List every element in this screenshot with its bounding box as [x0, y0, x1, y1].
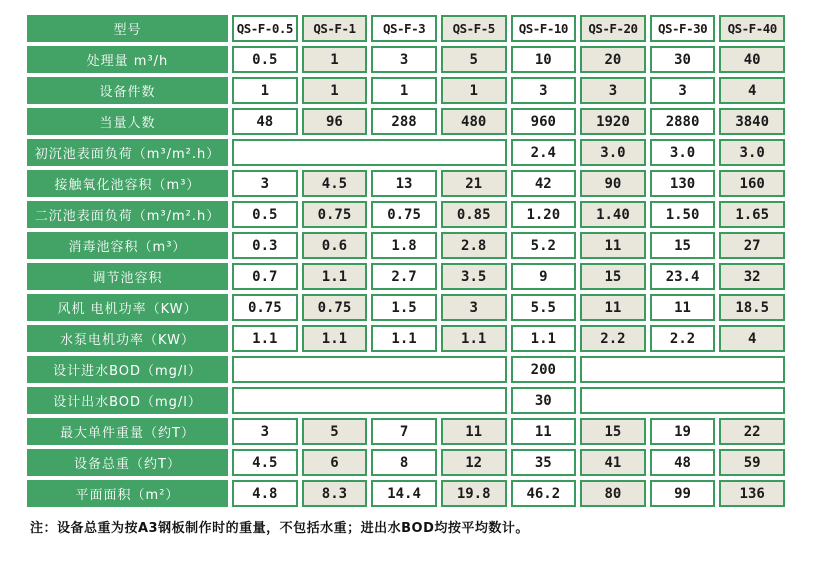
- cell: 11: [650, 294, 716, 321]
- cell: 30: [650, 46, 716, 73]
- cell: 1.65: [719, 201, 785, 228]
- empty-merged-cell: [232, 139, 507, 166]
- cell: 4: [719, 77, 785, 104]
- cell: 0.5: [232, 46, 298, 73]
- model-header: QS-F-20: [580, 15, 646, 42]
- cell: 3: [650, 77, 716, 104]
- cell: 1.50: [650, 201, 716, 228]
- cell: 15: [650, 232, 716, 259]
- cell: 3840: [719, 108, 785, 135]
- empty-merged-cell: [232, 387, 507, 414]
- cell: 20: [580, 46, 646, 73]
- cell: 0.75: [371, 201, 437, 228]
- model-header: QS-F-3: [371, 15, 437, 42]
- table-row-disinfection: [27, 232, 785, 259]
- table-row-contact-oxidation: [27, 170, 785, 197]
- cell: 3: [441, 294, 507, 321]
- cell: 0.5: [232, 201, 298, 228]
- cell: 0.85: [441, 201, 507, 228]
- table-row-regulating-tank: [27, 263, 785, 290]
- row-label: 初沉池表面负荷（m³/m².h）: [27, 139, 228, 166]
- cell: 22: [719, 418, 785, 445]
- cell: 3: [511, 77, 577, 104]
- row-label: 设计进水BOD（mg/l）: [27, 356, 228, 383]
- table-row-inlet-bod: [27, 356, 785, 383]
- table-row-outlet-bod: [27, 387, 785, 414]
- cell: 14.4: [371, 480, 437, 507]
- cell: 96: [302, 108, 368, 135]
- cell: 3.0: [650, 139, 716, 166]
- cell: 4.5: [302, 170, 368, 197]
- cell: 12: [441, 449, 507, 476]
- cell: 1.5: [371, 294, 437, 321]
- cell: 4.8: [232, 480, 298, 507]
- row-label: 设备总重（约T）: [27, 449, 228, 476]
- cell: 0.75: [302, 294, 368, 321]
- spec-table: [23, 11, 789, 511]
- cell: 160: [719, 170, 785, 197]
- cell: 960: [511, 108, 577, 135]
- cell: 32: [719, 263, 785, 290]
- cell: 46.2: [511, 480, 577, 507]
- cell: 3.0: [580, 139, 646, 166]
- empty-merged-cell: [232, 356, 507, 383]
- table-row-floor-area: [27, 480, 785, 507]
- cell: 1.1: [232, 325, 298, 352]
- cell: 42: [511, 170, 577, 197]
- cell: 1.1: [302, 263, 368, 290]
- cell: 41: [580, 449, 646, 476]
- cell: 3: [371, 46, 437, 73]
- row-label: 处理量 m³/h: [27, 46, 228, 73]
- cell: 0.75: [302, 201, 368, 228]
- model-header: QS-F-10: [511, 15, 577, 42]
- cell: 10: [511, 46, 577, 73]
- table-row-fan-motor-power: [27, 294, 785, 321]
- table-row-pump-motor-power: [27, 325, 785, 352]
- cell: 4.5: [232, 449, 298, 476]
- cell: 2.8: [441, 232, 507, 259]
- cell: 1: [441, 77, 507, 104]
- row-label-model: 型号: [27, 15, 228, 42]
- row-label: 当量人数: [27, 108, 228, 135]
- row-label: 消毒池容积（m³）: [27, 232, 228, 259]
- cell: 0.3: [232, 232, 298, 259]
- cell: 1.1: [441, 325, 507, 352]
- table-row-unit-count: [27, 77, 785, 104]
- row-label: 调节池容积: [27, 263, 228, 290]
- table-header-row: [27, 15, 785, 42]
- cell: 3.5: [441, 263, 507, 290]
- cell: 15: [580, 263, 646, 290]
- cell: 11: [511, 418, 577, 445]
- cell: 1: [371, 77, 437, 104]
- table-row-secondary-settling: [27, 201, 785, 228]
- cell: 19.8: [441, 480, 507, 507]
- cell: 1: [302, 77, 368, 104]
- cell: 2880: [650, 108, 716, 135]
- cell: 1: [232, 77, 298, 104]
- cell: 200: [511, 356, 577, 383]
- model-header: QS-F-40: [719, 15, 785, 42]
- table-row-primary-settling: [27, 139, 785, 166]
- cell: 19: [650, 418, 716, 445]
- cell: 48: [650, 449, 716, 476]
- cell: 2.2: [650, 325, 716, 352]
- table-row-population: [27, 108, 785, 135]
- model-header: QS-F-30: [650, 15, 716, 42]
- model-header: QS-F-0.5: [232, 15, 298, 42]
- cell: 90: [580, 170, 646, 197]
- cell: 80: [580, 480, 646, 507]
- cell: 3.0: [719, 139, 785, 166]
- empty-merged-cell: [580, 387, 785, 414]
- cell: 1.40: [580, 201, 646, 228]
- cell: 5: [441, 46, 507, 73]
- cell: 1.1: [371, 325, 437, 352]
- model-header: QS-F-5: [441, 15, 507, 42]
- cell: 136: [719, 480, 785, 507]
- cell: 5.5: [511, 294, 577, 321]
- cell: 2.4: [511, 139, 577, 166]
- row-label: 最大单件重量（约T）: [27, 418, 228, 445]
- row-label: 设备件数: [27, 77, 228, 104]
- table-row-capacity: [27, 46, 785, 73]
- cell: 7: [371, 418, 437, 445]
- cell: 11: [580, 294, 646, 321]
- cell: 1920: [580, 108, 646, 135]
- cell: 1.1: [302, 325, 368, 352]
- cell: 3: [232, 418, 298, 445]
- cell: 9: [511, 263, 577, 290]
- cell: 3: [232, 170, 298, 197]
- row-label: 设计出水BOD（mg/l）: [27, 387, 228, 414]
- row-label: 二沉池表面负荷（m³/m².h）: [27, 201, 228, 228]
- cell: 59: [719, 449, 785, 476]
- cell: 480: [441, 108, 507, 135]
- cell: 1: [302, 46, 368, 73]
- cell: 2.7: [371, 263, 437, 290]
- cell: 11: [441, 418, 507, 445]
- cell: 5.2: [511, 232, 577, 259]
- cell: 1.20: [511, 201, 577, 228]
- footnote: 注：设备总重为按A3钢板制作时的重量，不包括水重；进出水BOD均按平均数计。: [30, 521, 529, 536]
- cell: 5: [302, 418, 368, 445]
- table-row-max-piece-weight: [27, 418, 785, 445]
- cell: 0.7: [232, 263, 298, 290]
- cell: 130: [650, 170, 716, 197]
- row-label: 接触氧化池容积（m³）: [27, 170, 228, 197]
- cell: 23.4: [650, 263, 716, 290]
- row-label: 平面面积（m²）: [27, 480, 228, 507]
- cell: 3: [580, 77, 646, 104]
- cell: 99: [650, 480, 716, 507]
- cell: 48: [232, 108, 298, 135]
- cell: 21: [441, 170, 507, 197]
- cell: 8.3: [302, 480, 368, 507]
- cell: 13: [371, 170, 437, 197]
- cell: 35: [511, 449, 577, 476]
- cell: 8: [371, 449, 437, 476]
- cell: 30: [511, 387, 577, 414]
- row-label: 水泵电机功率（KW）: [27, 325, 228, 352]
- cell: 288: [371, 108, 437, 135]
- row-label: 风机 电机功率（KW）: [27, 294, 228, 321]
- cell: 11: [580, 232, 646, 259]
- cell: 4: [719, 325, 785, 352]
- cell: 15: [580, 418, 646, 445]
- model-header: QS-F-1: [302, 15, 368, 42]
- cell: 18.5: [719, 294, 785, 321]
- cell: 2.2: [580, 325, 646, 352]
- cell: 0.6: [302, 232, 368, 259]
- cell: 40: [719, 46, 785, 73]
- cell: 27: [719, 232, 785, 259]
- cell: 1.1: [511, 325, 577, 352]
- cell: 1.8: [371, 232, 437, 259]
- cell: 0.75: [232, 294, 298, 321]
- empty-merged-cell: [580, 356, 785, 383]
- table-row-total-weight: [27, 449, 785, 476]
- cell: 6: [302, 449, 368, 476]
